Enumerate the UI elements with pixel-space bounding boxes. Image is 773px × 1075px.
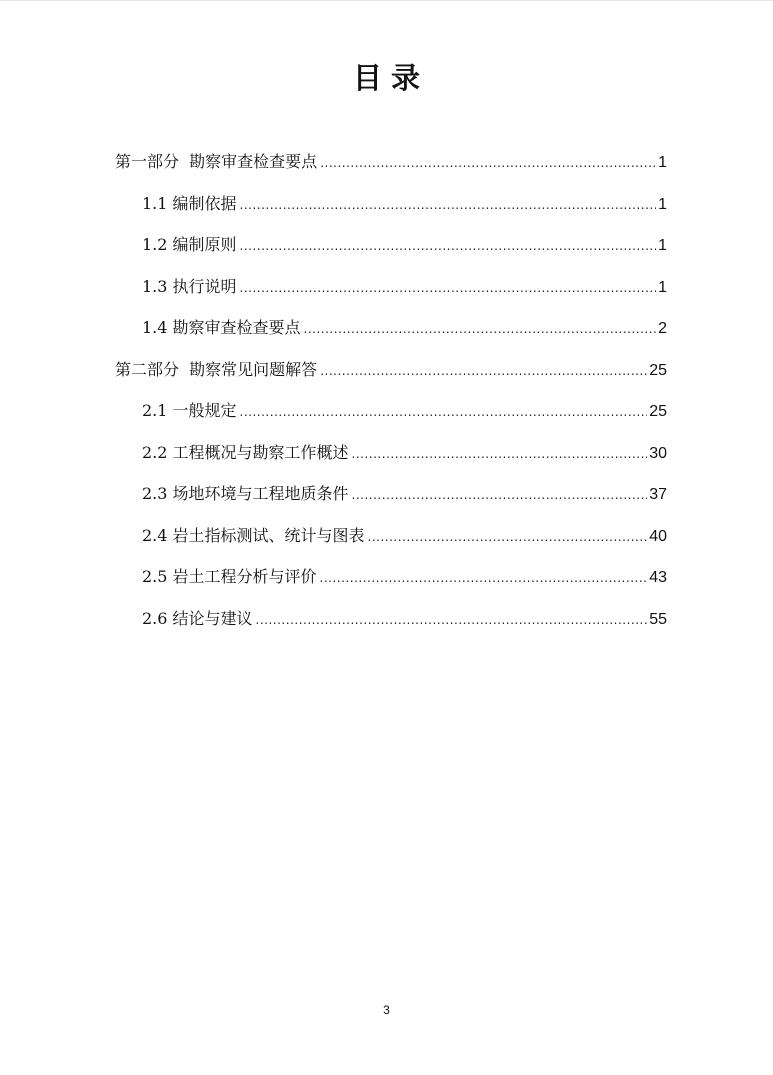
page-title: 目录 <box>352 61 429 95</box>
toc-entry-label: 第二部分 勘察常见问题解答 <box>115 360 318 379</box>
toc-entry-1-4[interactable] <box>142 313 667 343</box>
toc-entry-page: 30 <box>649 445 667 462</box>
toc-dot-leader <box>368 522 648 552</box>
toc-dot-leader <box>240 231 657 261</box>
toc-entry-2-5[interactable] <box>142 562 667 592</box>
toc-entry-label: 1.4 勘察审查检查要点 <box>142 318 301 337</box>
toc-entry-page: 1 <box>658 154 667 171</box>
toc-entry-page: 1 <box>658 196 667 213</box>
toc-entry-2-2[interactable] <box>142 438 667 468</box>
toc-dot-leader <box>256 605 648 635</box>
toc-entry-1-1[interactable] <box>142 189 667 219</box>
toc-entry-page: 1 <box>658 237 667 254</box>
toc-entry-label: 1.3 执行说明 <box>142 277 237 296</box>
toc-entry-2-3[interactable] <box>142 479 667 509</box>
toc-dot-leader <box>352 480 648 510</box>
toc-entry-page: 25 <box>649 403 667 420</box>
toc-entry-label: 2.4 岩土指标测试、统计与图表 <box>142 526 365 545</box>
toc-entry-page: 37 <box>649 486 667 503</box>
toc-entry-label: 第一部分 勘察审查检查要点 <box>115 152 318 171</box>
toc-entry-label: 2.6 结论与建议 <box>142 609 253 628</box>
toc-entry-page: 55 <box>649 611 667 628</box>
toc-dot-leader <box>240 397 648 427</box>
toc-entry-page: 40 <box>649 528 667 545</box>
toc-entry-page: 2 <box>658 320 667 337</box>
toc-entry-2-4[interactable] <box>142 521 667 551</box>
toc-entry-label: 1.1 编制依据 <box>142 194 237 213</box>
toc-entry-2-6[interactable] <box>142 604 667 634</box>
toc-dot-leader <box>320 563 648 593</box>
toc-dot-leader <box>240 273 657 303</box>
page-top-edge <box>0 0 773 1</box>
toc-dot-leader <box>352 439 648 469</box>
toc-entry-page: 43 <box>649 569 667 586</box>
toc-dot-leader <box>320 356 647 386</box>
toc-entry-label: 2.3 场地环境与工程地质条件 <box>142 484 349 503</box>
toc-dot-leader <box>240 190 657 220</box>
toc-entry-1-2[interactable] <box>142 230 667 260</box>
toc-entry-page: 25 <box>649 362 667 379</box>
toc-entry-1-3[interactable] <box>142 272 667 302</box>
toc-dot-leader <box>304 314 657 344</box>
toc-entry-2-1[interactable] <box>142 396 667 426</box>
toc-entry-label: 2.1 一般规定 <box>142 401 237 420</box>
toc-entry-label: 2.2 工程概况与勘察工作概述 <box>142 443 349 462</box>
page-number: 3 <box>383 1003 390 1017</box>
toc-entry-label: 1.2 编制原则 <box>142 235 237 254</box>
toc-dot-leader <box>320 148 656 178</box>
toc-entry-page: 1 <box>658 279 667 296</box>
toc-entry-part-1[interactable] <box>115 147 667 177</box>
toc-entry-label: 2.5 岩土工程分析与评价 <box>142 567 317 586</box>
toc-entry-part-2[interactable] <box>115 355 667 385</box>
